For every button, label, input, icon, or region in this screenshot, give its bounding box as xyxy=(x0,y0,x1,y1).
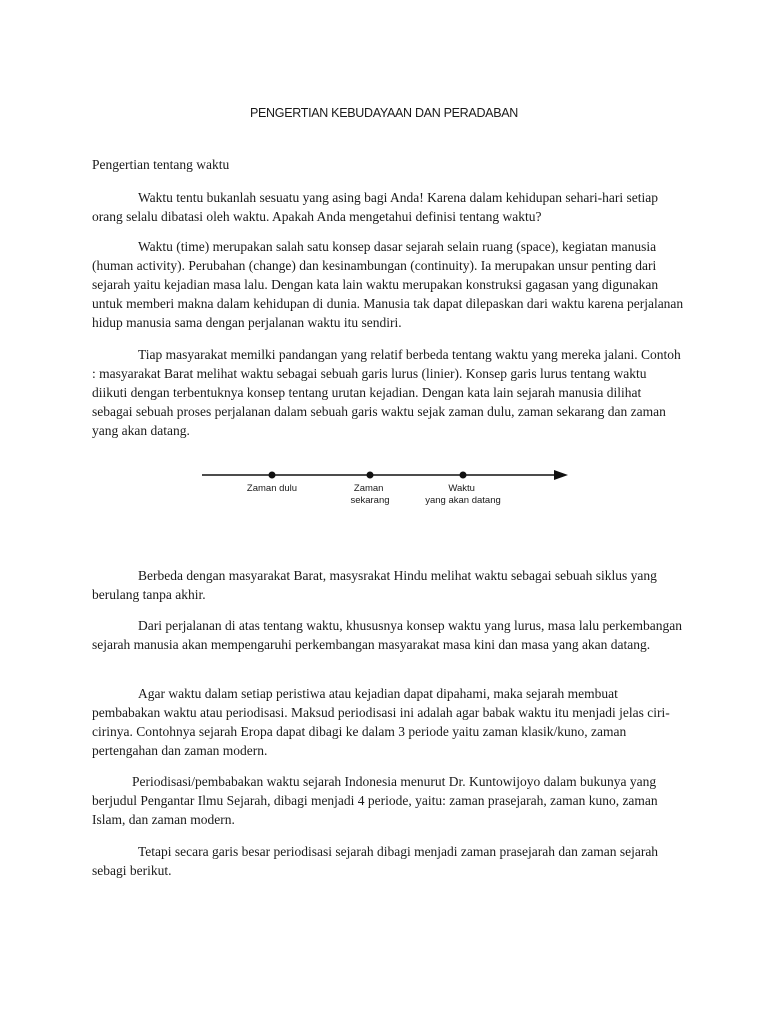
paragraph-7 xyxy=(92,772,684,829)
paragraph-3-text: Tiap masyarakat memilki pandangan yang relatif berbeda tentang waktu yang mereka jalani. Contoh : masyarakat Barat melihat waktu sebagai sebuah garis lurus (linier). Konsep garis lurus tentang waktu diikuti dengan terbentuknya konsep tentang urutan kejadian. Dengan kata lain sejarah manusia dilihat sebagai sebuah proses perjalanan dalam sebuah garis waktu sejak zaman dulu, zaman sekarang dan zaman yang akan datang. xyxy=(92,347,681,438)
paragraph-1-text: Waktu tentu bukanlah sesuatu yang asing bagi Anda! Karena dalam kehidupan sehari-hari setiap orang selalu dibatasi oleh waktu. Apakah Anda mengetahui definisi tentang waktu? xyxy=(92,190,658,224)
paragraph-4 xyxy=(92,566,684,604)
timeline-arrowhead xyxy=(554,470,568,480)
paragraph-1 xyxy=(92,188,684,226)
timeline-label-present: Zaman sekarang xyxy=(350,483,390,506)
paragraph-6 xyxy=(92,684,684,760)
paragraph-5-text: Dari perjalanan di atas tentang waktu, khususnya konsep waktu yang lurus, masa lalu perkembangan sejarah manusia akan mempengaruhi perkembangan masyarakat masa kini dan masa yang akan datang. xyxy=(92,618,682,652)
subheading: Pengertian tentang waktu xyxy=(92,157,230,172)
paragraph-6-text: Agar waktu dalam setiap peristiwa atau kejadian dapat dipahami, maka sejarah membuat pembabakan waktu atau periodisasi. Maksud periodisasi ini adalah agar babak waktu itu menjadi jelas ciri-cirinya. Contohnya sejarah Eropa dapat dibagi ke dalam 3 periode yaitu zaman klasik/kuno, zaman pertengahan dan zaman modern. xyxy=(92,686,670,758)
paragraph-2-text: Waktu (time) merupakan salah satu konsep dasar sejarah selain ruang (space), kegiatan manusia (human activity). Perubahan (change) dan kesinambungan (continuity). Ia merupakan unsur penting dari sejarah yaitu kejadian masa lalu. Dengan kata lain waktu merupakan konstruksi gagasan yang digunakan untuk memberi makna dalam kehidupan di dunia. Manusia tak dapat dilepaskan dari waktu karena perjalanan hidup manusia sama dengan perjalanan waktu itu sendiri. xyxy=(92,239,684,330)
paragraph-2 xyxy=(92,237,684,332)
paragraph-8-text: Tetapi secara garis besar periodisasi sejarah dibagi menjadi zaman prasejarah dan zaman sejarah sebagi berikut. xyxy=(92,844,659,878)
timeline-point-present xyxy=(367,472,374,479)
paragraph-7-text: Periodisasi/pembabakan waktu sejarah Indonesia menurut Dr. Kuntowijoyo dalam bukunya yang berjudul Pengantar Ilmu Sejarah, dibagi menjadi 4 periode, yaitu: zaman prasejarah, zaman kuno, zaman Islam, dan zaman modern. xyxy=(92,774,658,827)
page-title: PENGERTIAN KEBUDAYAAN DAN PERADABAN xyxy=(249,106,519,120)
timeline-point-future xyxy=(460,472,467,479)
paragraph-4-text: Berbeda dengan masyarakat Barat, masysrakat Hindu melihat waktu sebagai sebuah siklus yang berulang tanpa akhir. xyxy=(92,568,657,602)
timeline-point-past xyxy=(269,472,276,479)
timeline-label-future: Waktu yang akan datang xyxy=(425,483,501,506)
paragraph-5 xyxy=(92,616,684,654)
paragraph-8 xyxy=(92,842,684,880)
paragraph-3 xyxy=(92,345,684,440)
timeline-label-past: Zaman dulu xyxy=(246,483,298,494)
timeline-diagram xyxy=(0,455,768,545)
